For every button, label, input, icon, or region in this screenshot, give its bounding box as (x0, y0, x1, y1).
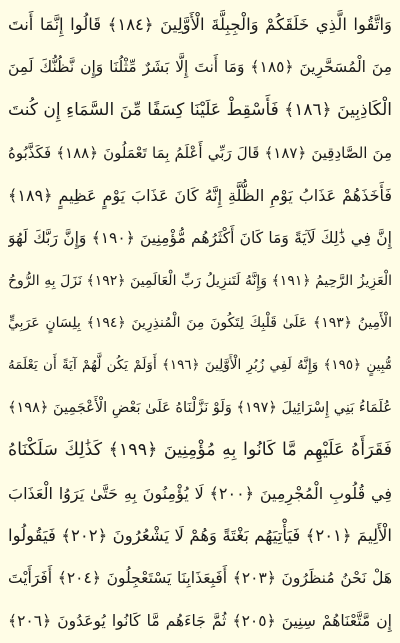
verse-line-text: إِنَّ فِي ذَٰلِكَ لَآيَةً وَمَا كَانَ أَكْثَرُهُم مُّؤْمِنِينَ ﴿١٩٠﴾ وَإِنَّ رَبَّكَ لَهُوَ (8, 228, 392, 247)
verse-line-text: وَاتَّقُوا الَّذِي خَلَقَكُمْ وَالْجِبِلَّةَ الْأَوَّلِينَ ﴿١٨٤﴾ قَالُوا إِنَّمَا أَنتَ (8, 15, 392, 35)
verse-line (8, 132, 392, 175)
verse-line-text: فِي قُلُوبِ الْمُجْرِمِينَ ﴿٢٠٠﴾ لَا يُؤْمِنُونَ بِهِ حَتَّىٰ يَرَوُا الْعَذَابَ (8, 483, 392, 503)
verse-line (8, 302, 392, 345)
verse-line (8, 430, 392, 473)
verse-lines (8, 4, 392, 643)
verse-line-text: الْعَزِيزُ الرَّحِيمُ ﴿١٩١﴾ وَإِنَّهُ لَتَنزِيلُ رَبِّ الْعَالَمِينَ ﴿١٩٢﴾ نَزَلَ بِهِ الرُّوحُ (8, 272, 392, 289)
verse-line (8, 47, 392, 90)
verse-line-text: إِن مَّتَّعْنَاهُمْ سِنِينَ ﴿٢٠٥﴾ ثُمَّ جَاءَهُم مَّا كَانُوا يُوعَدُونَ ﴿٢٠٦﴾ (8, 611, 392, 630)
verse-line (8, 217, 392, 260)
verse-line (8, 4, 392, 47)
verse-line-text: عُلَمَاءُ بَنِي إِسْرَائِيلَ ﴿١٩٧﴾ وَلَوْ نَزَّلْنَاهُ عَلَىٰ بَعْضِ الْأَعْجَمِينَ ﴿١٩٨﴾ (8, 400, 392, 417)
verse-line (8, 260, 392, 303)
verse-line (8, 345, 392, 388)
verse-line-text: مِنَ الْمُسَحَّرِينَ ﴿١٨٥﴾ وَمَا أَنتَ إِلَّا بَشَرٌ مِّثْلُنَا وَإِن نَّظُنُّكَ لَمِنَ (8, 58, 392, 77)
verse-line (8, 387, 392, 430)
verse-line (8, 473, 392, 516)
verse-line-text: مِنَ الصَّادِقِينَ ﴿١٨٧﴾ قَالَ رَبِّي أَعْلَمُ بِمَا تَعْمَلُونَ ﴿١٨٨﴾ فَكَذَّبُوهُ (8, 143, 392, 162)
verse-line-text: الْكَاذِبِينَ ﴿١٨٦﴾ فَأَسْقِطْ عَلَيْنَا كِسَفًا مِّنَ السَّمَاءِ إِن كُنتَ (8, 99, 392, 120)
verse-line (8, 174, 392, 217)
verse-line-text: الْأَلِيمَ ﴿٢٠١﴾ فَيَأْتِيَهُم بَغْتَةً وَهُمْ لَا يَشْعُرُونَ ﴿٢٠٢﴾ فَيَقُولُوا (8, 526, 392, 546)
verse-line-text: الْأَمِينُ ﴿١٩٣﴾ عَلَىٰ قَلْبِكَ لِتَكُونَ مِنَ الْمُنذِرِينَ ﴿١٩٤﴾ بِلِسَانٍ عَرَبِيٍّ (8, 315, 392, 332)
verse-line (8, 600, 392, 643)
verse-line (8, 558, 392, 601)
verse-line (8, 89, 392, 132)
verse-line-text: هَلْ نَحْنُ مُنظَرُونَ ﴿٢٠٣﴾ أَفَبِعَذَابِنَا يَسْتَعْجِلُونَ ﴿٢٠٤﴾ أَفَرَأَيْتَ (8, 569, 392, 588)
verse-line-text: فَأَخَذَهُمْ عَذَابُ يَوْمِ الظُّلَّةِ إِنَّهُ كَانَ عَذَابَ يَوْمٍ عَظِيمٍ ﴿١٨٩﴾ (8, 185, 392, 205)
verse-line-text: فَقَرَأَهُ عَلَيْهِم مَّا كَانُوا بِهِ مُؤْمِنِينَ ﴿١٩٩﴾ كَذَٰلِكَ سَلَكْنَاهُ (8, 440, 392, 461)
verse-line (8, 515, 392, 558)
verse-line-text: مُّبِينٍ ﴿١٩٥﴾ وَإِنَّهُ لَفِي زُبُرِ الْأَوَّلِينَ ﴿١٩٦﴾ أَوَلَمْ يَكُن لَّهُمْ آيَةً أَن يَعْلَمَهُ (8, 357, 392, 374)
